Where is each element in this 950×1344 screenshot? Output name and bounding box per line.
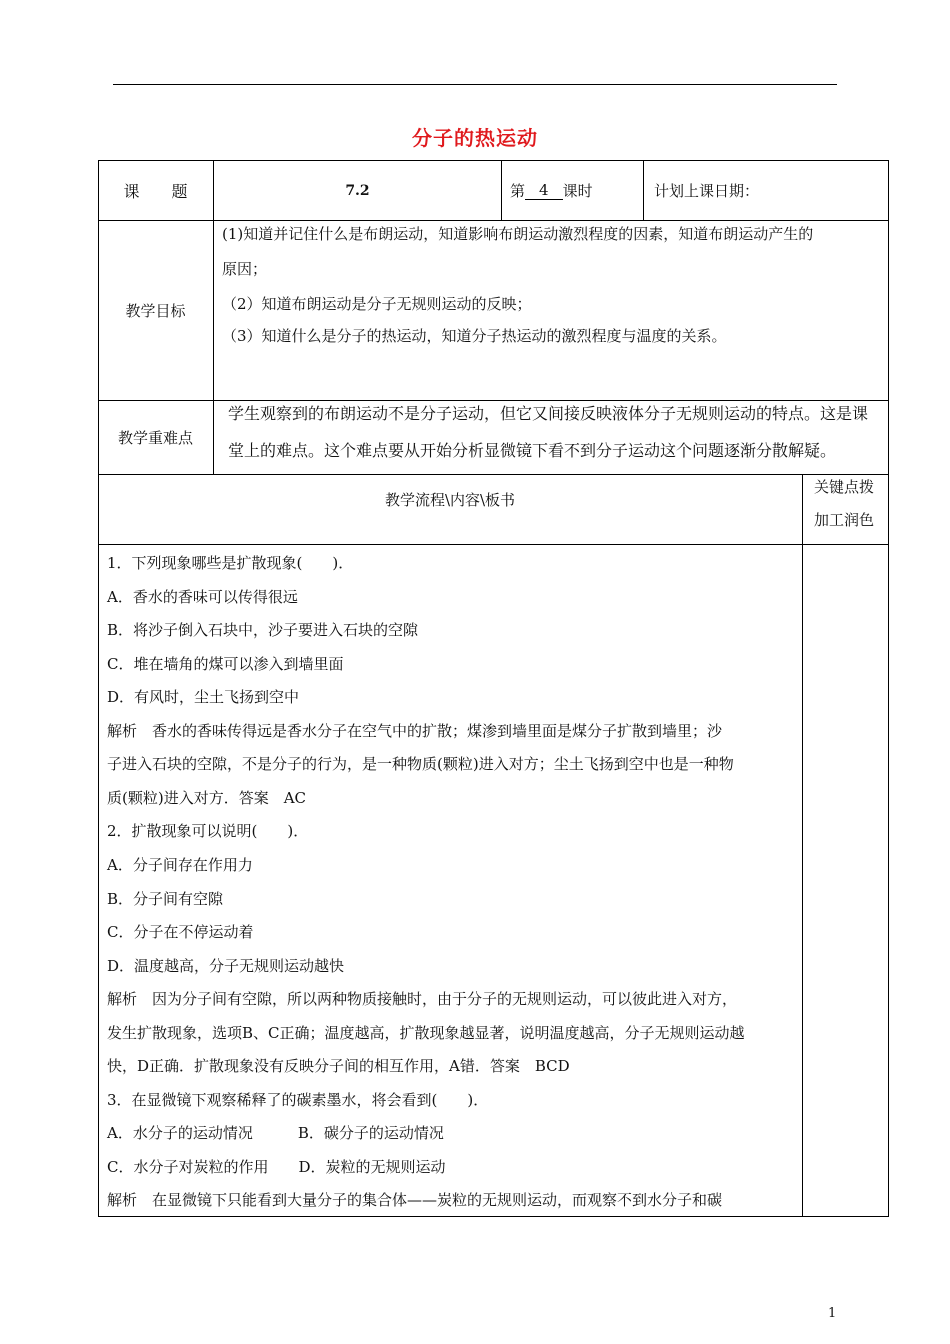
lesson-number: 4 bbox=[525, 181, 563, 200]
page-number: 1 bbox=[828, 1306, 837, 1321]
content-line: 子进入石块的空隙，不是分子的行为，是一种物质(颗粒)进入对方；尘土飞扬到空中也是一种物 bbox=[107, 755, 734, 774]
lesson-suffix: 课时 bbox=[562, 182, 593, 200]
content-line: 解析 因为分子间有空隙，所以两种物质接触时，由于分子的无规则运动，可以彼此进入对方， bbox=[107, 990, 738, 1009]
content-line: A．水分子的运动情况 B．碳分子的运动情况 bbox=[107, 1124, 444, 1143]
page-title: 分子的热运动 bbox=[412, 126, 538, 150]
content-line: 质(颗粒)进入对方．答案 AC bbox=[107, 788, 307, 807]
topic-label: 课 题 bbox=[98, 160, 214, 221]
flow-header-side-1: 关键点拨 bbox=[814, 478, 875, 496]
content-line: D．温度越高，分子无规则运动越快 bbox=[107, 956, 345, 975]
difficulty-line-2: 堂上的难点。这个难点要从开始分析显微镜下看不到分子运动这个问题逐渐分散解疑。 bbox=[228, 441, 837, 460]
objectives-line-4: （3）知道什么是分子的热运动，知道分子热运动的激烈程度与温度的关系。 bbox=[222, 327, 727, 345]
content-line: 1．下列现象哪些是扩散现象( )． bbox=[107, 554, 354, 572]
objectives-line-1: (1)知道并记住什么是布朗运动，知道影响布朗运动激烈程度的因素，知道布朗运动产生的 bbox=[222, 225, 814, 243]
objectives-line-3: （2）知道布朗运动是分子无规则运动的反映； bbox=[222, 295, 532, 313]
objectives-label: 教学目标 bbox=[98, 220, 214, 401]
content-line: C．水分子对炭粒的作用 D．炭粒的无规则运动 bbox=[107, 1157, 446, 1176]
content-line: B．将沙子倒入石块中，沙子要进入石块的空隙 bbox=[107, 621, 419, 640]
content-line: 解析 香水的香味传得远是香水分子在空气中的扩散；煤渗到墙里面是煤分子扩散到墙里；沙 bbox=[107, 721, 723, 740]
content-line: C．分子在不停运动着 bbox=[107, 923, 254, 942]
content-line: 解析 在显微镜下只能看到大量分子的集合体——炭粒的无规则运动，而观察不到水分子和碳 bbox=[107, 1191, 723, 1210]
content-line: 发生扩散现象，选项B、C正确；温度越高，扩散现象越显著，说明温度越高，分子无规则运动越 bbox=[107, 1023, 745, 1042]
content-line: D．有风时，尘土飞扬到空中 bbox=[107, 688, 300, 707]
content-line: B．分子间有空隙 bbox=[107, 889, 224, 908]
topic-value: 7.2 bbox=[214, 160, 502, 221]
content-line: A．分子间存在作用力 bbox=[107, 855, 253, 874]
objectives-line-2: 原因； bbox=[222, 260, 268, 278]
content-line: A．香水的香味可以传得很远 bbox=[107, 587, 298, 606]
lesson-count bbox=[502, 160, 644, 221]
flow-header-main: 教学流程\内容\板书 bbox=[98, 474, 803, 525]
flow-header-divider bbox=[802, 474, 803, 545]
content-side-column bbox=[802, 544, 803, 1217]
difficulty-line-1: 学生观察到的布朗运动不是分子运动，但它又间接反映液体分子无规则运动的特点。这是课 bbox=[228, 404, 869, 423]
content-line: C．堆在墙角的煤可以渗入到墙里面 bbox=[107, 654, 344, 673]
flow-header-side-2: 加工润色 bbox=[814, 511, 875, 529]
header-rule bbox=[113, 84, 837, 85]
content-line: 快，D正确．扩散现象没有反映分子间的相互作用，A错．答案 BCD bbox=[107, 1057, 570, 1076]
content-line: 3．在显微镜下观察稀释了的碳素墨水，将会看到( )． bbox=[107, 1090, 489, 1109]
planned-date: 计划上课日期： bbox=[654, 182, 760, 200]
difficulty-label: 教学重难点 bbox=[98, 400, 214, 475]
content-line: 2．扩散现象可以说明( )． bbox=[107, 822, 309, 841]
lesson-prefix: 第 bbox=[510, 182, 526, 200]
